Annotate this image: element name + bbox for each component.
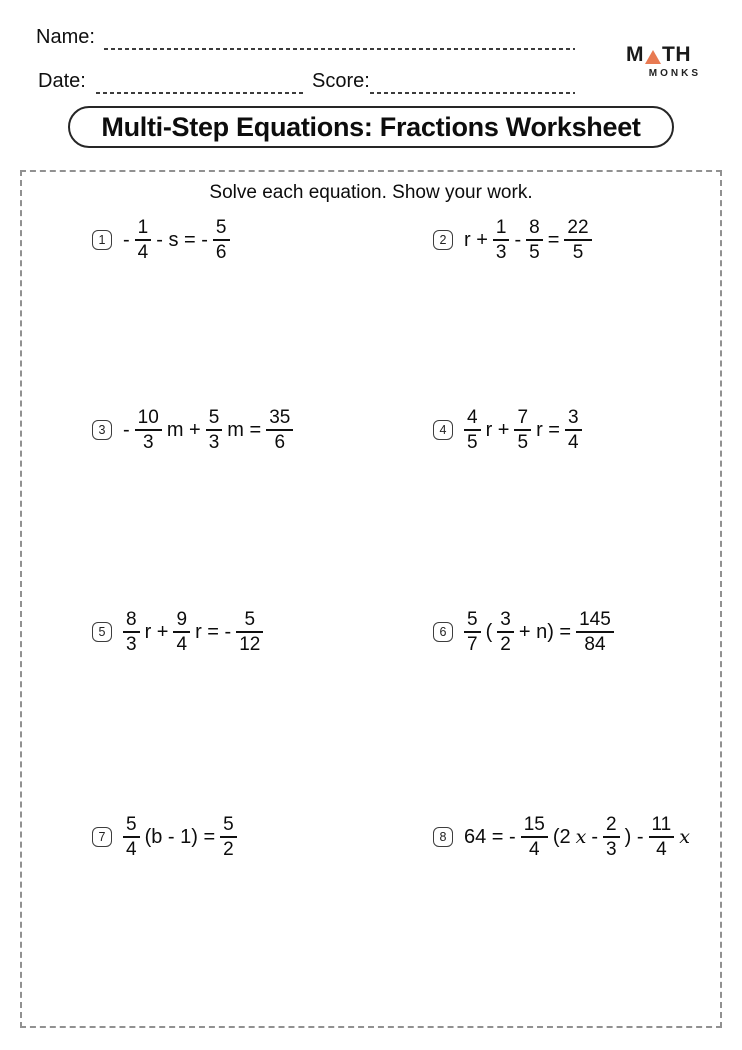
math-text: = — [547, 228, 560, 251]
fraction: $\frac{9}{4}$ — [173, 609, 190, 656]
fraction: $\frac{5}{4}$ — [123, 814, 140, 861]
problem — [92, 609, 263, 656]
math-text: r = — [536, 418, 560, 441]
triangle-icon — [645, 50, 661, 64]
fraction: $\frac{5}{2}$ — [220, 814, 237, 861]
equation — [123, 407, 293, 454]
fraction: $\frac{3}{4}$ — [565, 407, 582, 454]
math-text: - — [514, 228, 522, 251]
math-text: r + — [485, 418, 510, 441]
fraction: $\frac{5}{3}$ — [206, 407, 223, 454]
score-label: Score: — [312, 70, 370, 92]
fraction: $\frac{2}{3}$ — [603, 814, 620, 861]
fraction: $\frac{5}{12}$ — [236, 609, 263, 656]
math-monks-logo — [626, 44, 702, 79]
fraction: $\frac{5}{6}$ — [213, 217, 230, 264]
problem-number: 5 — [92, 622, 112, 642]
problems-area — [20, 170, 722, 1028]
logo-text-m: M — [626, 43, 644, 66]
fraction: $\frac{1}{4}$ — [135, 217, 152, 264]
logo-subtext: MONKS — [648, 68, 701, 79]
problem — [92, 217, 230, 264]
problem — [92, 814, 237, 861]
logo-wordmark — [626, 44, 702, 65]
fraction: $\frac{35}{6}$ — [266, 407, 293, 454]
problem — [433, 814, 690, 861]
math-text: (2 — [552, 825, 571, 848]
equation — [464, 609, 614, 656]
worksheet-title-text: Multi-Step Equations: Fractions Worksheet — [101, 111, 641, 142]
date-fill-line — [96, 92, 304, 94]
fraction: $\frac{1}{3}$ — [493, 217, 510, 264]
name-label: Name: — [36, 26, 95, 48]
problem-number: 4 — [433, 420, 453, 440]
math-text: - — [591, 825, 599, 848]
fraction: $\frac{4}{5}$ — [464, 407, 481, 454]
fraction: $\frac{15}{4}$ — [521, 814, 548, 861]
math-text: + n) = — [518, 620, 572, 643]
date-label: Date: — [38, 70, 86, 92]
math-text: r + — [464, 228, 488, 251]
math-text: ) - — [624, 825, 644, 848]
problem — [433, 407, 582, 454]
math-text: ( — [485, 620, 493, 643]
equation — [464, 814, 690, 861]
variable-italic: x — [679, 826, 690, 849]
problem-number: 3 — [92, 420, 112, 440]
problem — [433, 217, 592, 264]
equation — [123, 217, 230, 264]
math-text: 64 = - — [464, 825, 516, 848]
math-text: - — [123, 418, 130, 441]
equation — [123, 814, 237, 861]
fraction: $\frac{11}{4}$ — [649, 814, 675, 861]
math-text: r + — [144, 620, 169, 643]
problem-number: 8 — [433, 827, 453, 847]
problem-number: 6 — [433, 622, 453, 642]
math-text: r = - — [195, 620, 232, 643]
math-text: (b - 1) = — [144, 825, 216, 848]
equation — [464, 217, 592, 264]
math-text: m = — [227, 418, 262, 441]
equation — [123, 609, 263, 656]
instruction-text: Solve each equation. Show your work. — [209, 182, 533, 203]
name-fill-line — [104, 48, 575, 50]
variable-italic: x — [575, 826, 587, 849]
fraction: $\frac{10}{3}$ — [135, 407, 162, 454]
math-text: m + — [166, 418, 201, 441]
worksheet-title — [68, 106, 674, 148]
problem — [92, 407, 293, 454]
equation — [464, 407, 582, 454]
problem-number: 2 — [433, 230, 453, 250]
problem-number: 1 — [92, 230, 112, 250]
math-text: - s = - — [156, 228, 208, 251]
problem — [433, 609, 614, 656]
fraction: $\frac{5}{7}$ — [464, 609, 481, 656]
fraction: $\frac{145}{84}$ — [576, 609, 614, 656]
score-fill-line — [370, 92, 575, 94]
logo-text-th: TH — [662, 43, 691, 66]
fraction: $\frac{8}{3}$ — [123, 609, 140, 656]
math-text: - — [123, 228, 130, 251]
fraction: $\frac{22}{5}$ — [564, 217, 591, 264]
fraction: $\frac{3}{2}$ — [497, 609, 514, 656]
fraction: $\frac{7}{5}$ — [514, 407, 531, 454]
fraction: $\frac{8}{5}$ — [526, 217, 543, 264]
problem-number: 7 — [92, 827, 112, 847]
